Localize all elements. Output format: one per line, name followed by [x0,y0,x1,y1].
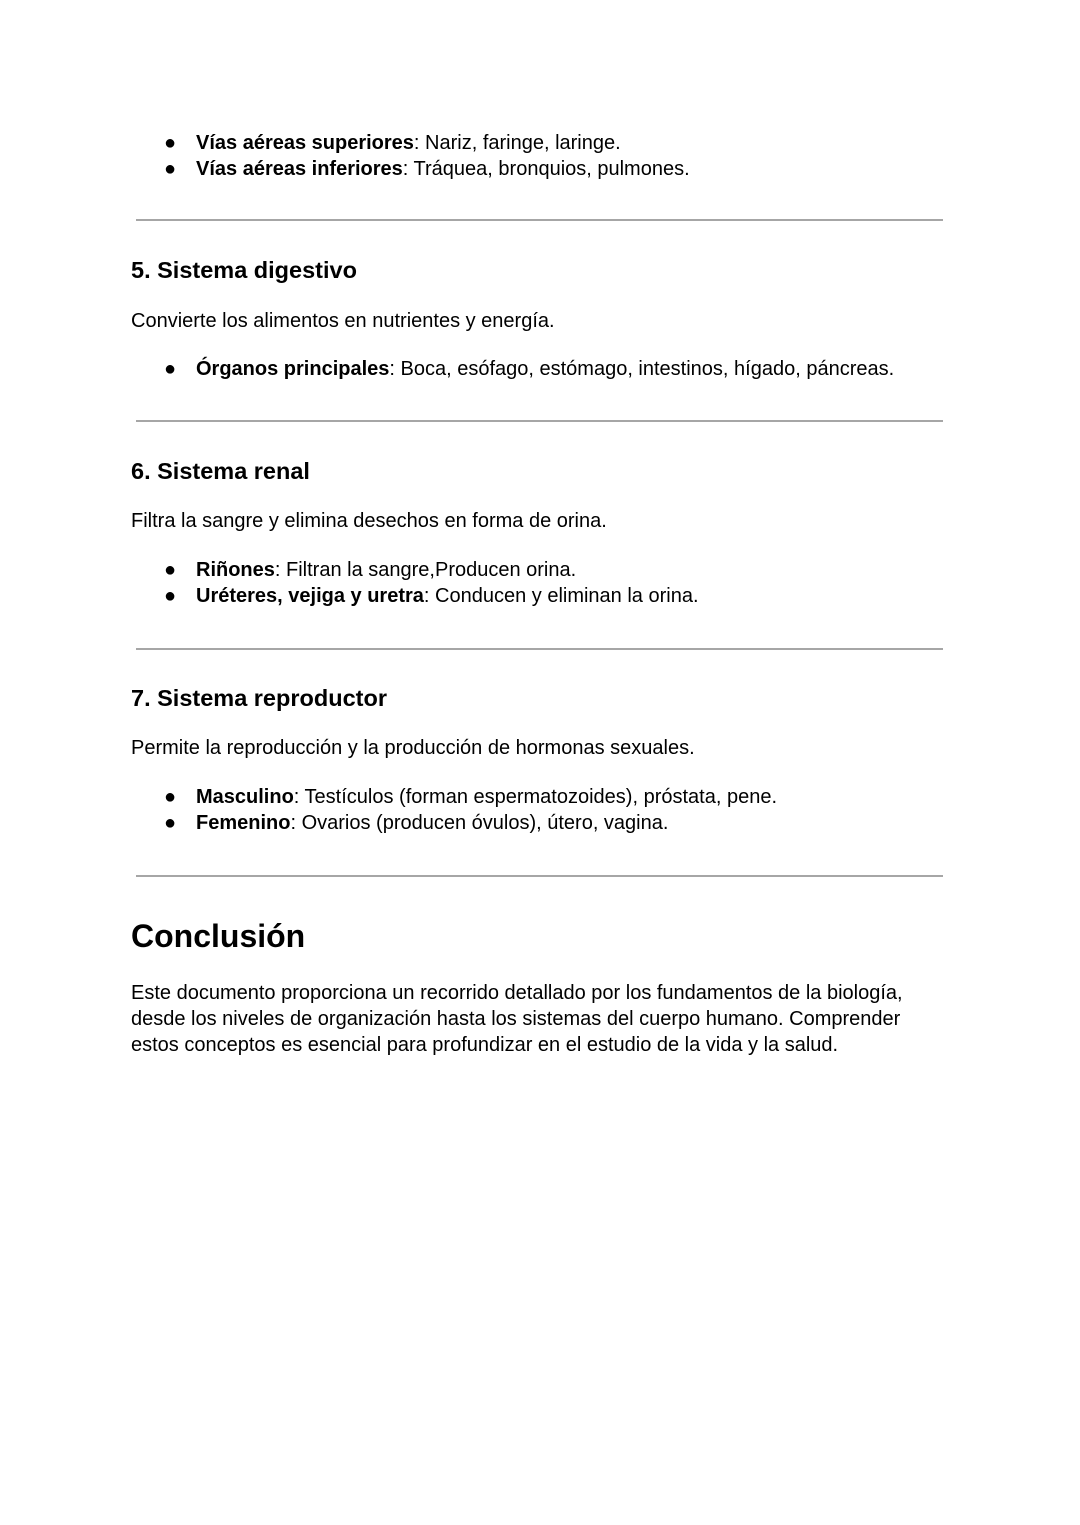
list-item-term: Vías aéreas inferiores [196,158,403,180]
list-item-term: Riñones [196,559,275,581]
list-item [164,810,668,836]
bullet-icon: ● [164,786,177,808]
list-item-description: : Testículos (forman espermatozoides), próstata, pene. [293,786,777,808]
list-item-term: Órganos principales [196,358,390,380]
paragraph-line: estos conceptos es esencial para profundizar en el estudio de la vida y la salud. [131,1034,839,1056]
section-text-renal: Filtra la sangre y elimina desechos en forma de orina. [131,510,607,532]
list-item [164,583,699,609]
section-heading-renal: 6. Sistema renal [131,458,310,484]
horizontal-divider [136,648,943,650]
list-item-description: : Tráquea, bronquios, pulmones. [402,158,690,180]
conclusion-heading: Conclusión [131,918,306,954]
list-item-description: : Ovarios (producen óvulos), útero, vagina. [290,812,669,834]
list-item-term: Masculino [196,786,294,808]
paragraph-line: Este documento proporciona un recorrido detallado por los fundamentos de la biología, [131,982,903,1004]
horizontal-divider [136,420,943,422]
conclusion-paragraph [131,980,931,1058]
list-item-description: : Nariz, faringe, laringe. [413,132,621,154]
paragraph-line: desde los niveles de organización hasta los sistemas del cuerpo humano. Comprender [131,1008,901,1030]
bullet-icon: ● [164,132,177,154]
list-item [164,356,894,382]
list-item [164,557,576,583]
bullet-icon: ● [164,158,177,180]
horizontal-divider [136,875,943,877]
list-item [164,784,777,810]
bullet-icon: ● [164,559,177,581]
horizontal-divider [136,219,943,221]
section-text-reproductor: Permite la reproducción y la producción de hormonas sexuales. [131,737,695,759]
list-item [164,130,621,156]
list-item-term: Femenino [196,812,291,834]
list-item-term: Uréteres, vejiga y uretra [196,585,424,607]
bullet-icon: ● [164,358,177,380]
bullet-icon: ● [164,812,177,834]
section-text-digestivo: Convierte los alimentos en nutrientes y energía. [131,310,555,332]
section-heading-digestivo: 5. Sistema digestivo [131,257,357,283]
bullet-icon: ● [164,585,177,607]
section-heading-reproductor: 7. Sistema reproductor [131,685,387,711]
list-item-term: Vías aéreas superiores [196,132,414,154]
list-item-description: : Filtran la sangre,Producen orina. [274,559,577,581]
list-item [164,156,690,182]
list-item-description: : Boca, esófago, estómago, intestinos, hígado, páncreas. [389,358,895,380]
list-item-description: : Conducen y eliminan la orina. [423,585,699,607]
